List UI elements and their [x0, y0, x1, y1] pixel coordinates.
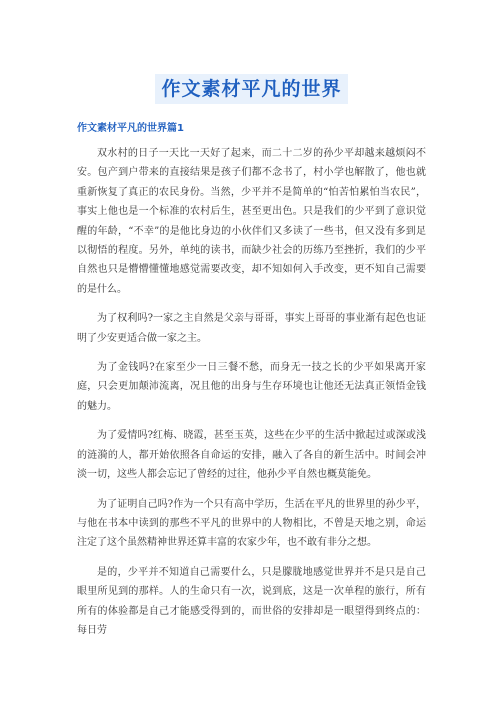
page-title: 作文素材平凡的世界: [155, 74, 347, 104]
paragraph-5: 为了证明自己吗?作为一个只有高中学历，生活在平凡的世界里的孙少平，与他在书本中读到的那些不平凡的世界中的人物相比，不曾是天地之别，命运注定了这个虽然精神世界还算丰富的农家少年，也不敢有非分之想。: [77, 498, 426, 549]
article-body: [77, 136, 426, 696]
title-wrap: [77, 74, 426, 106]
paragraph-1: 双水村的日子一天比一天好了起来，而二十二岁的孙少平却越来越烦闷不安。包产到户带来的直接结果是孩子们都不念书了，村小学也解散了，他也就重新恢复了真正的农民身份。当然，少平并不是简单的“怕苦怕累怕当农民”，事实上他也是一个标准的农村后生，甚至更出色。只是我们的少平到了意识觉醒的年龄，“不幸”的是他比身边的小伙伴们又多读了一些书，但又没有多到足以彻悟的程度。另外，单纯的读书，而缺少社会的历练乃至挫折，我们的少平自然也只是懵懵懂懂地感觉需要改变，却不知如何入手改变，更不知自己需要的是什么。: [77, 148, 426, 295]
paragraph-3: 为了金钱吗?在家至少一日三餐不愁，而身无一技之长的少平如果离开家庭，只会更加颠沛流离，况且他的出身与生存环境也让他还无法真正领悟金钱的魅力。: [77, 362, 426, 412]
section-heading: 作文素材平凡的世界篇1: [77, 123, 184, 134]
paragraph-4: 为了爱情吗?红梅、晓霞，甚至玉英，这些在少平的生活中掀起过或深或浅的涟漪的人，都开始依照各自命运的安排，融入了各自的新生活中。时间会冲淡一切，这些人都会忘记了曾经的过往，他孙少平自然也概莫能免。: [77, 430, 426, 481]
paragraph-2: 为了权利吗?一家之主自然是父亲与哥哥，事实上哥哥的事业渐有起色也证明了少安更适合做一家之主。: [77, 313, 426, 344]
paragraph-6: 是的，少平并不知道自己需要什么，只是朦胧地感觉世界并不是只是自己眼里所见到的那样。人的生命只有一次，说到底，这是一次单程的旅行，所有所有的体验都是自己才能感受得到的，而世俗的安排却是一眼望得到终点的：每日劳: [77, 566, 426, 636]
